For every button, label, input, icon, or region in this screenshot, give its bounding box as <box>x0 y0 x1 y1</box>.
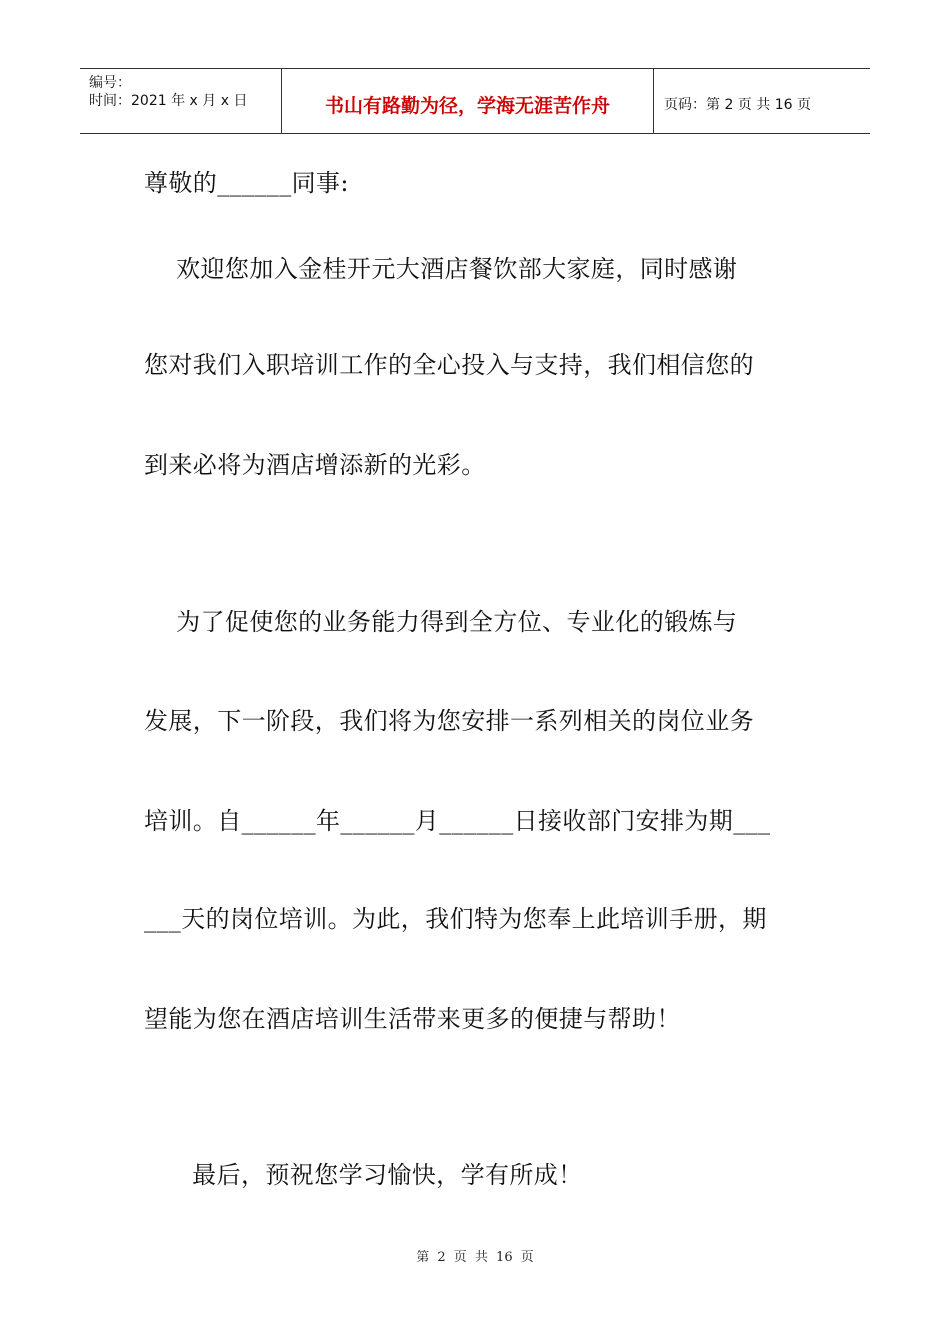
header-motto: 书山有路勤为径，学海无涯苦作舟 <box>324 95 610 117</box>
body-line-5: 发展，下一阶段，我们将为您安排一系列相关的岗位业务 <box>144 707 754 735</box>
body-line-6: 培训。自______年______月______日接收部门安排为期___ <box>144 807 771 835</box>
body-line-4: 为了促使您的业务能力得到全方位、专业化的锻炼与 <box>144 608 738 636</box>
header-motto-cell <box>282 69 654 133</box>
body-line-2: 您对我们入职培训工作的全心投入与支持，我们相信您的 <box>144 351 754 379</box>
document-number-label: 编号： <box>89 75 131 91</box>
body-line-3: 到来必将为酒店增添新的光彩。 <box>144 451 486 479</box>
body-line-1: 欢迎您加入金桂开元大酒店餐饮部大家庭，同时感谢 <box>144 255 738 283</box>
page-footer: 第 2 页 共 16 页 <box>416 1250 534 1265</box>
header-meta-cell <box>80 69 282 133</box>
greeting-line: 尊敬的______同事: <box>144 169 349 197</box>
closing-line: 最后，预祝您学习愉快，学有所成！ <box>144 1161 583 1189</box>
document-header <box>80 68 870 134</box>
header-page-cell <box>654 69 870 133</box>
body-line-7: ___天的岗位培训。为此，我们特为您奉上此培训手册，期 <box>144 905 767 933</box>
document-date: 时间：2021 年 x 月 x 日 <box>89 93 248 109</box>
header-page-info: 页码：第 2 页 共 16 页 <box>664 97 811 113</box>
body-line-8: 望能为您在酒店培训生活带来更多的便捷与帮助！ <box>144 1005 681 1033</box>
